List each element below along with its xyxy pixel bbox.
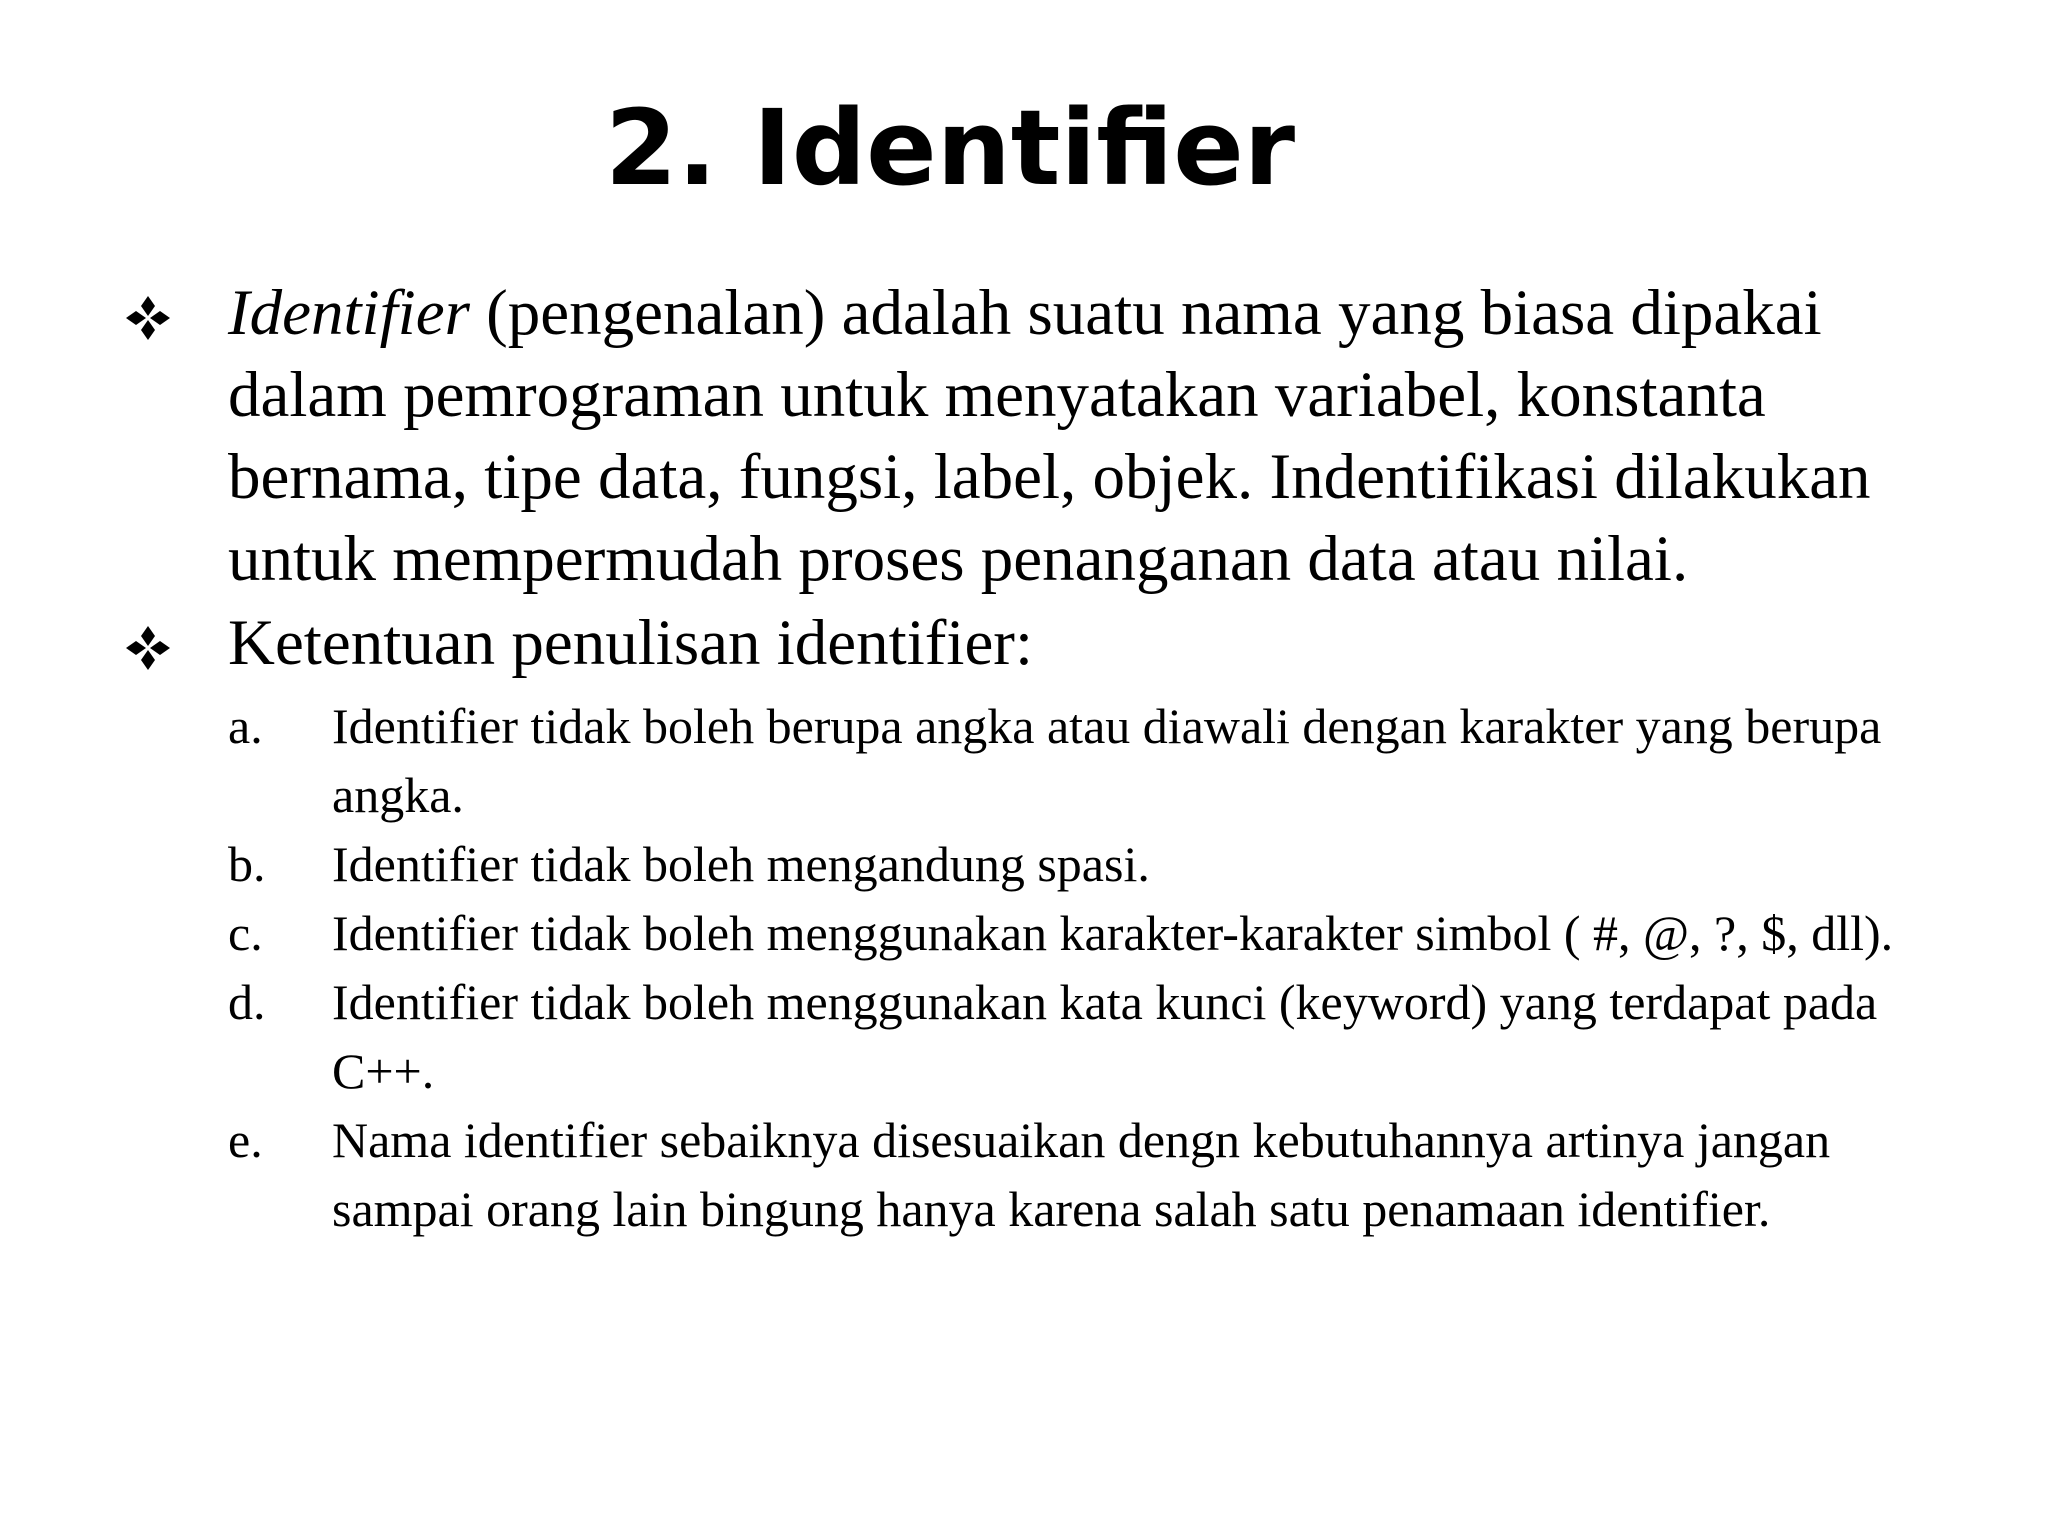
- diamond-cluster-icon: [124, 624, 172, 672]
- bullet-rules-heading: [120, 602, 1980, 684]
- slide-title: 2. Identifier: [604, 87, 1296, 209]
- list-item: [120, 968, 1980, 1106]
- list-item-letter: b.: [228, 836, 266, 892]
- list-item-letter: d.: [228, 974, 266, 1030]
- list-item: [120, 692, 1980, 830]
- rules-heading-text: Ketentuan penulisan identifier:: [228, 607, 1034, 679]
- diamond-cluster-icon: [124, 294, 172, 342]
- list-item-letter: c.: [228, 905, 263, 961]
- list-item-text: Identifier tidak boleh menggunakan kata kunci (keyword) yang terdapat pada C++.: [332, 974, 1878, 1099]
- identifier-term: Identifier: [228, 277, 470, 349]
- list-item-text: Identifier tidak boleh mengandung spasi.: [332, 836, 1150, 892]
- list-item-text: Identifier tidak boleh menggunakan karakter-karakter simbol ( #, @, ?, $, dll).: [332, 905, 1894, 961]
- list-item-letter: a.: [228, 698, 263, 754]
- rules-list: [120, 692, 1980, 1244]
- definition-text: (pengenalan) adalah suatu nama yang biasa dipakai dalam pemrograman untuk menyatakan variabel, konstanta bernama, tipe data, fungsi, label, objek. Indentifikasi dilakukan untuk mempermudah proses penanganan data atau nilai.: [228, 277, 1871, 595]
- list-item-text: Nama identifier sebaiknya disesuaikan dengn kebutuhannya artinya jangan sampai orang lain bingung hanya karena salah satu penamaan identifier.: [332, 1112, 1831, 1237]
- list-item-letter: e.: [228, 1112, 263, 1168]
- list-item: [120, 1106, 1980, 1244]
- bullet-definition: [120, 272, 1980, 600]
- slide-body: [120, 272, 1980, 1244]
- list-item: [120, 830, 1980, 899]
- list-item: [120, 899, 1980, 968]
- list-item-text: Identifier tidak boleh berupa angka atau diawali dengan karakter yang berupa angka.: [332, 698, 1882, 823]
